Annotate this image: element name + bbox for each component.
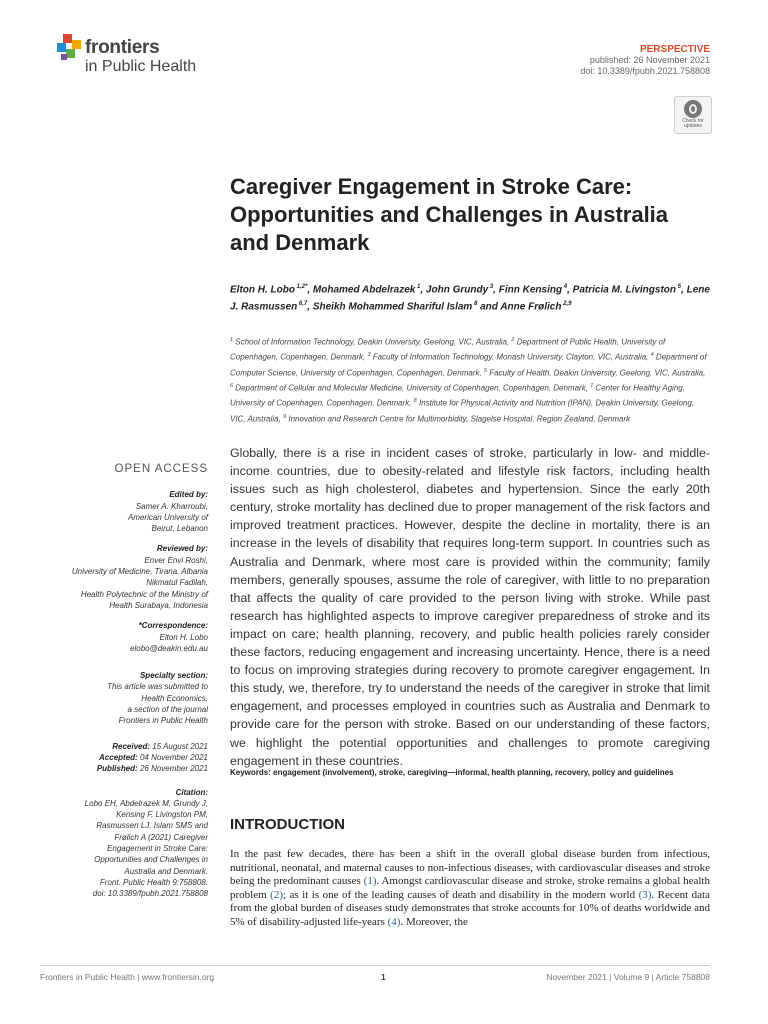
- footer-journal[interactable]: Frontiers in Public Health | www.frontiersin.org: [40, 972, 215, 982]
- author-affiliation-sup: 5: [676, 284, 682, 290]
- reviewed-by-line: Health Polytechnic of the Ministry of: [80, 589, 208, 599]
- frontiers-logo-icon: [57, 34, 83, 62]
- specialty-line: Frontiers in Public Health: [118, 716, 208, 726]
- footer-divider: [40, 965, 710, 966]
- author-affiliation-sup: 2,9: [561, 301, 572, 308]
- author-affiliation-sup: 3: [488, 284, 494, 290]
- abstract: Globally, there is a rise in incident cases of stroke, particularly in low- and middle-income countries, due to obesity-related and lifestyle risk factors, including health issues such as high cholesterol, diabetes and hypertension. Since the early 20th century, stroke mortality has declined due to proper management of the risk factors and improved treatment practices. However, despite the decline in mortality, there is an increase in the levels of disability that requires long-term support. In countries such as Australia and Denmark, where most care is provided within the community; family members, generally spouses, assume the role of caregiver, with little to no preparation that affects the quality of care provided to the person living with stroke. While past research has highlighted aspects to improve caregiver preparedness of stroke and its impact on care; health planning, recovery, and public health policies rarely consider these factors, reducing engagement and increasing uncertainty. Hence, there is a need to focus on improving strategies during recovery to promote caregiver engagement. In this study, we, therefore, try to understand the needs of the caregiver in stroke that limit engagement, and processes employed in countries such as Australia and Denmark to provide care for the person with stroke. Based on our understanding of these factors, we highlight the potential opportunities and challenges to promote caregiving engagement in these countries.: [230, 446, 710, 768]
- received-date: 15 August 2021: [152, 741, 208, 751]
- affiliation-item: Faculty of Information Technology, Monash University, Clayton, VIC, Australia,: [370, 353, 651, 363]
- author-affiliation-sup: 6,7: [297, 301, 308, 308]
- page-number: 1: [381, 972, 386, 982]
- citation-line: Kensing F, Livingston PM,: [116, 810, 208, 820]
- affiliation-sup: 8: [413, 398, 417, 405]
- correspondence-heading: *Correspondence:: [138, 621, 208, 631]
- correspondence-section: [40, 620, 208, 654]
- received-label: Received:: [112, 741, 151, 751]
- citation-section: [40, 787, 208, 900]
- author-name[interactable]: Elton H. Lobo: [230, 284, 295, 296]
- intro-text-part: . Moreover, the: [400, 915, 468, 928]
- affiliation-sup: 7: [590, 383, 594, 390]
- citation-heading: Citation:: [175, 787, 208, 797]
- author-affiliation-sup: 1: [415, 284, 421, 290]
- dates-section: [40, 741, 208, 775]
- affiliation-item: Institute for Physical Activity and Nutrition (IPAN), Deakin University, Geelong, VIC, Australia,: [230, 399, 695, 424]
- published-date: published: 26 November 2021: [589, 55, 710, 65]
- introduction-text: [230, 848, 710, 930]
- affiliation-item: Department of Cellular and Molecular Medicine, University of Copenhagen, Copenhagen, Denmark,: [233, 383, 591, 393]
- affiliation-sup: 1: [230, 337, 234, 343]
- affiliation-item: School of Information Technology, Deakin University, Geelong, VIC, Australia,: [233, 337, 512, 347]
- article-info-sidebar: [40, 464, 208, 909]
- specialty-heading: Specialty section:: [139, 671, 208, 681]
- intro-text-part: . Recent data from the global burden of diseases study demonstrates that stroke accounts for 10% of deaths worldwide and 5% of disability-adjusted life-years: [230, 888, 710, 928]
- article-meta: [580, 44, 710, 77]
- author-name[interactable]: Finn Kensing: [498, 284, 563, 296]
- edited-by-heading: Edited by:: [169, 490, 208, 500]
- footer-issue: November 2021 | Volume 9 | Article 758808: [546, 972, 710, 982]
- affiliation-sup: 9: [283, 413, 287, 420]
- correspondence-email[interactable]: elobo@deakin.edu.au: [130, 643, 208, 653]
- author-name[interactable]: Patricia M. Livingston: [572, 284, 677, 296]
- affiliations: [230, 334, 710, 426]
- author-name[interactable]: Lene J. Rasmussen: [230, 284, 710, 313]
- citation-line: Opportunities and Challenges in: [94, 855, 208, 865]
- intro-text-part: In the past few decades, there has been a shift in the overall global disease burden from infectious, nutritional, neonatal, and maternal causes to non-infectious diseases, with cardiovascular diseases and stroke being the predominant causes: [230, 848, 710, 888]
- author-name[interactable]: Mohamed Abdelrazek: [312, 284, 416, 296]
- reviewed-by-section: [40, 543, 208, 611]
- affiliation-sup: 6: [230, 383, 234, 390]
- article-type: PERSPECTIVE: [639, 44, 710, 55]
- keywords: Keywords: engagement (involvement), stroke, caregiving—informal, health planning, recovery, policy and guidelines: [230, 768, 674, 777]
- author-affiliation-sup: 4: [562, 284, 568, 290]
- open-access-label: OPEN ACCESS: [114, 463, 208, 475]
- edited-by-line: Samer A. Kharroubi,: [135, 501, 208, 511]
- journal-name-line2: in Public Health: [85, 58, 197, 75]
- citation-link[interactable]: (1): [363, 875, 377, 888]
- affiliation-sup: 4: [650, 352, 654, 359]
- author-affiliation-sup: 1,2*: [295, 284, 308, 290]
- edited-by-line: Beirut, Lebanon: [151, 524, 208, 534]
- specialty-line: This article was submitted to: [107, 682, 208, 692]
- accepted-label: Accepted:: [99, 752, 138, 762]
- reviewed-by-line: University of Medicine, Tirana, Albania: [71, 567, 208, 577]
- specialty-section: [40, 670, 208, 726]
- intro-text-part: ; as it is one of the leading causes of death and disability in the modern world: [282, 888, 639, 901]
- affiliation-sup: 2: [511, 337, 515, 343]
- citation-line: Engagement in Stroke Care:: [107, 844, 208, 854]
- affiliation-item: Department of Computer Science, University of Copenhagen, Copenhagen, Denmark,: [230, 353, 707, 378]
- author-list: Elton H. Lobo $^{1,2*}$, Mohamed Abdelrazek $^1$, John Grundy $^3$, Finn Kensing $^4$, Patricia M. Livingston $^5$, Lene J. Rasmussen $^{6,7}$, Sheikh Mohammed Shariful Islam $^8$ and Anne Frølich $^{2,9}$: [230, 284, 710, 313]
- edited-by-line: American University of: [127, 512, 208, 522]
- journal-logo[interactable]: [57, 34, 217, 84]
- specialty-line: Health Economics,: [141, 693, 208, 703]
- journal-name-line1: frontiers: [85, 37, 160, 58]
- author-name[interactable]: Sheikh Mohammed Shariful Islam: [312, 301, 473, 313]
- check-for-updates-badge[interactable]: [674, 96, 712, 134]
- article-doi[interactable]: doi: 10.3389/fpubh.2021.758808: [580, 66, 710, 76]
- reviewed-by-heading: Reviewed by:: [156, 544, 208, 554]
- citation-link[interactable]: (3): [638, 888, 652, 901]
- article-title: Caregiver Engagement in Stroke Care: Opportunities and Challenges in Australia and Denmark: [230, 174, 669, 255]
- reviewed-by-line: Health Surabaya, Indonesia: [109, 600, 208, 610]
- published-date-sidebar: 26 November 2021: [139, 764, 208, 774]
- reviewed-by-line: Enver Envi Roshi,: [144, 555, 208, 565]
- citation-link[interactable]: (4): [387, 915, 401, 928]
- affiliation-sup: 5: [483, 367, 487, 374]
- correspondence-name: Elton H. Lobo: [159, 632, 208, 642]
- citation-link[interactable]: (2): [270, 888, 283, 901]
- affiliation-item: Department of Public Health, University of Copenhagen, Copenhagen, Denmark,: [230, 337, 666, 363]
- author-affiliation-sup: 8: [472, 301, 478, 308]
- citation-line: Australia and Denmark.: [124, 866, 208, 876]
- affiliation-item: Faculty of Health, Deakin University, Geelong, VIC, Australia,: [486, 368, 706, 378]
- check-updates-icon: [684, 100, 702, 118]
- citation-line: Lobo EH, Abdelrazek M, Grundy J,: [84, 798, 208, 808]
- citation-doi[interactable]: doi: 10.3389/fpubh.2021.758808: [92, 889, 208, 899]
- citation-line: Frølich A (2021) Caregiver: [114, 832, 208, 842]
- intro-text-part: . Amongst cardiovascular disease and stroke, stroke remains a global health problem: [230, 875, 710, 901]
- citation-line: Rasmussen LJ, Islam SMS and: [96, 821, 208, 831]
- edited-by-section: [40, 489, 208, 534]
- affiliation-item: Center for Healthy Aging, University of Copenhagen, Copenhagen, Denmark,: [230, 383, 685, 409]
- specialty-line: a section of the journal: [127, 705, 208, 715]
- introduction-heading: INTRODUCTION: [230, 816, 345, 833]
- affiliation-item: Innovation and Research Centre for Multimorbidity, Slagelse Hospital, Region Zealand, Denmark: [286, 414, 631, 424]
- citation-line: Front. Public Health 9:758808.: [99, 877, 208, 887]
- accepted-date: 04 November 2021: [139, 752, 208, 762]
- affiliation-sup: 3: [367, 352, 371, 359]
- author-name[interactable]: John Grundy: [425, 284, 489, 296]
- check-updates-label: Check for updates: [682, 118, 704, 129]
- reviewed-by-line: Nikmatul Fadilah,: [146, 578, 208, 588]
- published-label: Published:: [96, 764, 138, 774]
- author-name[interactable]: Anne Frølich: [500, 301, 562, 313]
